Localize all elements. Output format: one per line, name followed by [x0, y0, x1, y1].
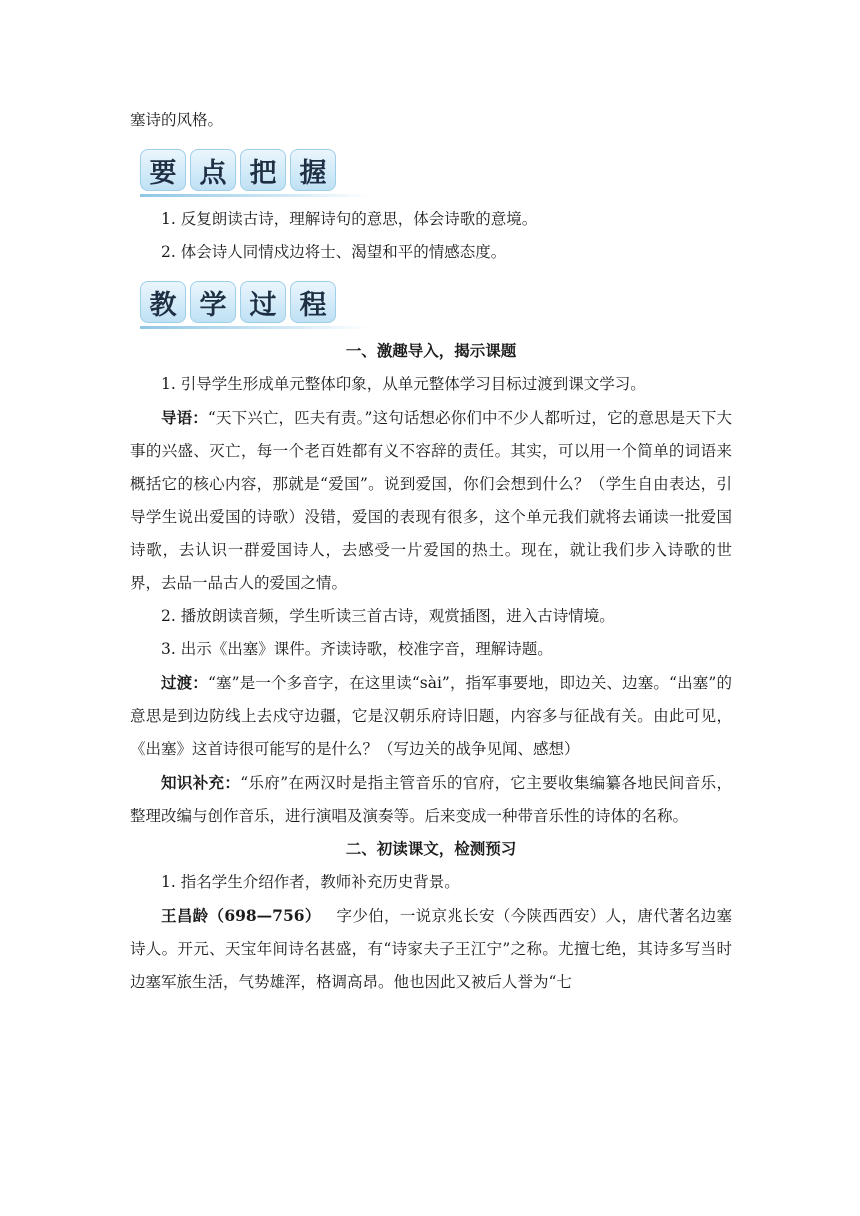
- author-label: 王昌龄（698—756）: [161, 906, 321, 925]
- section-banner-key-points: [140, 145, 370, 197]
- lead-paragraph: [130, 401, 732, 600]
- part1-item1: 1. 引导学生形成单元整体印象，从单元整体学习目标过渡到课文学习。: [161, 375, 646, 393]
- lead-label: 导语：: [161, 408, 208, 427]
- banner-char: 把: [240, 149, 286, 191]
- transition-label: 过渡：: [161, 673, 208, 692]
- knowledge-paragraph: [130, 766, 732, 833]
- page-content: [130, 104, 732, 999]
- key-point-2: 2. 体会诗人同情戍边将士、渴望和平的情感态度。: [161, 243, 507, 261]
- lead-text: “天下兴亡，匹夫有责。”这句话想必你们中不少人都听过，它的意思是天下大事的兴盛、灭亡，每一个老百姓都有义不容辞的责任。其实，可以用一个简单的词语来概括它的核心内容，那就是“爱国”。说到爱国，你们会想到什么？（学生自由表达，引导学生说出爱国的诗歌）没错，爱国的表现有很多，这个单元我们就将去诵读一批爱国诗歌，去认识一群爱国诗人，去感受一片爱国的热土。现在，就让我们步入诗歌的世界，去品一品古人的爱国之情。: [130, 409, 732, 592]
- key-point-1: 1. 反复朗读古诗，理解诗句的意思，体会诗歌的意境。: [161, 210, 538, 228]
- part1-title: 一、激趣导入，揭示课题: [345, 342, 517, 360]
- transition-paragraph: [130, 666, 732, 766]
- author-paragraph: [130, 899, 732, 999]
- part2-title: 二、初读课文，检测预习: [345, 840, 517, 858]
- banner-char: 程: [290, 281, 336, 323]
- banner-char: 点: [190, 149, 236, 191]
- knowledge-text: “乐府”在两汉时是指主管音乐的官府，它主要收集编纂各地民间音乐，整理改编与创作音乐，进行演唱及演奏等。后来变成一种带音乐性的诗体的名称。: [130, 774, 732, 825]
- banner-underline: [140, 194, 370, 197]
- banner-char: 要: [140, 149, 186, 191]
- transition-text: “塞”是一个多音字，在这里读“sài”，指军事要地，即边关、边塞。“出塞”的意思是到边防线上去戍守边疆，它是汉朝乐府诗旧题，内容多与征战有关。由此可见，《出塞》这首诗很可能写的是什么？（写边关的战争见闻、感想）: [130, 674, 732, 758]
- banner-char: 教: [140, 281, 186, 323]
- banner-char: 过: [240, 281, 286, 323]
- knowledge-label: 知识补充：: [161, 773, 241, 792]
- part1-item2: 2. 播放朗读音频，学生听读三首古诗，观赏插图，进入古诗情境。: [161, 607, 615, 625]
- banner-char: 学: [190, 281, 236, 323]
- banner-char: 握: [290, 149, 336, 191]
- author-text: 字少伯，一说京兆长安（今陕西西安）人，唐代著名边塞诗人。开元、天宝年间诗名甚盛，有“诗家夫子王江宁”之称。尤擅七绝，其诗多写当时边塞军旅生活，气势雄浑，格调高昂。他也因此又被后人誉为“七: [130, 907, 732, 991]
- part1-item3: 3. 出示《出塞》课件。齐读诗歌，校准字音，理解诗题。: [161, 640, 553, 658]
- intro-tail: 塞诗的风格。: [130, 111, 224, 129]
- section-banner-teaching-process: [140, 277, 370, 329]
- part2-item1: 1. 指名学生介绍作者，教师补充历史背景。: [161, 873, 460, 891]
- banner-underline: [140, 326, 370, 329]
